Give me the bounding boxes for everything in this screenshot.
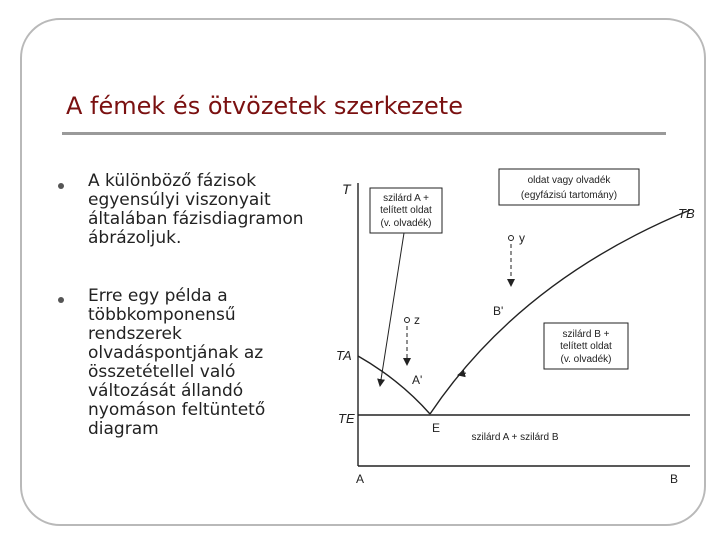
slide-title: A fémek és ötvözetek szerkezete: [66, 92, 463, 120]
point-E-label: E: [432, 421, 441, 435]
axis-label-B: B: [670, 472, 679, 486]
melting-point-A-label: TA: [336, 348, 352, 363]
point-z-label: z: [414, 313, 420, 327]
region-solidB-line1: szilárd B +: [562, 329, 610, 340]
axis-label-A: A: [356, 472, 365, 486]
bullet-text-2: Erre egy példa a többkomponensű rendszerek olvadáspontjának az összetétellel való változását állandó nyomáson feltüntető diagram: [88, 286, 266, 439]
region-liquid-line2: (egyfázisú tartomány): [520, 190, 618, 201]
eutectic-temperature-label: TE: [338, 411, 355, 426]
solidA-pointer-arrow: [380, 233, 404, 386]
liquidus-curve-B: [430, 210, 690, 414]
point-y-label: y: [519, 231, 525, 245]
region-solidB-line2: telített oldat: [560, 341, 612, 352]
region-solidB-line3: (v. olvadék): [560, 354, 612, 365]
point-Aprime-label: A': [412, 373, 423, 387]
region-solids-label: szilárd A + szilárd B: [471, 432, 559, 443]
region-solidA-line1: szilárd A +: [383, 193, 429, 204]
melting-point-B-label: TB: [678, 206, 695, 221]
point-y-marker: [509, 236, 514, 241]
bullet-text-1: A különböző fázisok egyensúlyi viszonyait általában fázisdiagramon ábrázoljuk.: [88, 171, 304, 248]
region-liquid-line1: oldat vagy olvadék: [527, 175, 611, 186]
axis-label-T: T: [342, 181, 351, 197]
region-solidA-line2: telített oldat: [380, 205, 432, 216]
point-z-marker: [405, 318, 410, 323]
point-Bprime-label: B': [493, 304, 504, 318]
region-solidA-line3: (v. olvadék): [380, 218, 432, 229]
